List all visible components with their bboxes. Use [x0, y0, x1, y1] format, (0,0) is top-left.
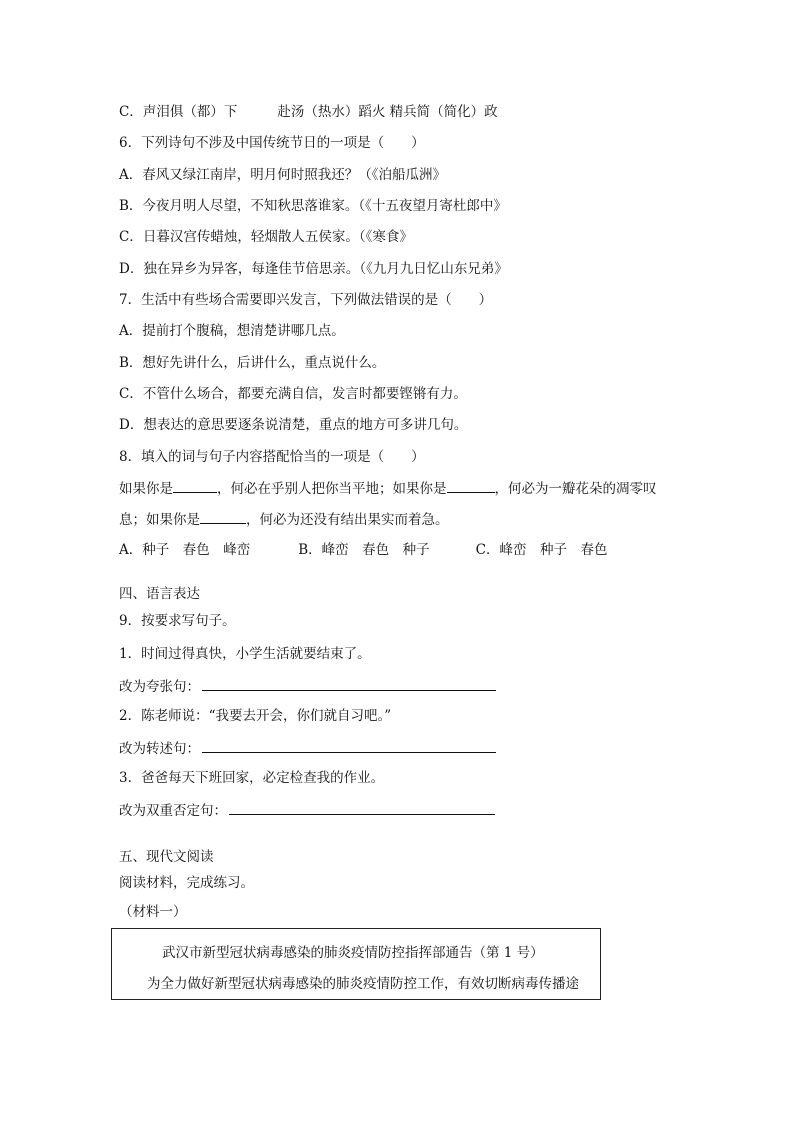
material-label: （材料一）	[119, 904, 187, 920]
q8-option-b: B．峰峦 春色 种子	[298, 542, 430, 558]
q9-item-3-answer: 改为双重否定句：	[119, 800, 495, 820]
answer-line-2[interactable]	[202, 738, 496, 753]
answer-line-1[interactable]	[202, 676, 496, 691]
fill-blank-3[interactable]	[200, 510, 246, 524]
notice-box	[111, 928, 601, 1000]
q8-options	[119, 541, 608, 559]
notice-body: 为全力做好新型冠状病毒感染的肺炎疫情防控工作，有效切断病毒传播途	[147, 976, 579, 992]
q7-stem: 7．生活中有些场合需要即兴发言，下列做法错误的是（ ）	[119, 292, 493, 308]
answer-line-3[interactable]	[229, 800, 495, 815]
q6-option-d: D．独在异乡为异客，每逢佳节倍思亲。（《九月九日忆山东兄弟》	[119, 261, 508, 277]
q5-option-c-part1: C．声泪俱（都）下	[119, 104, 238, 120]
q9-item-2-answer: 改为转述句：	[119, 738, 496, 758]
q8-stem: 8．填入的词与句子内容搭配恰当的一项是（ ）	[119, 449, 425, 465]
notice-title: 武汉市新型冠状病毒感染的肺炎疫情防控指挥部通告（第 1 号）	[162, 945, 544, 961]
q8-option-a: A．种子 春色 峰峦	[119, 542, 251, 558]
q8-sentence-line2: 息；如果你是 ，何必为还没有结出果实而着急。	[119, 512, 449, 528]
q8-sentence-line1: 如果你是 ，何必在乎别人把你当平地；如果你是 ，何必为一瓣花朵的凋零叹	[119, 481, 657, 497]
section-5-title: 五、现代文阅读	[119, 849, 214, 865]
q5-option-c	[119, 103, 498, 121]
q7-option-b: B．想好先讲什么，后讲什么，重点说什么。	[119, 355, 386, 371]
q7-option-c: C．不管什么场合，都要充满自信，发言时都要铿锵有力。	[119, 386, 467, 402]
fill-blank-2[interactable]	[447, 479, 495, 493]
q6-stem: 6．下列诗句不涉及中国传统节日的一项是（ ）	[119, 135, 425, 151]
q9-item-3-sentence: 3．爸爸每天下班回家，必定检查我的作业。	[119, 770, 385, 786]
q6-option-c: C．日暮汉宫传蜡烛，轻烟散人五侯家。（《寒食》	[119, 229, 413, 245]
q8-option-c: C．峰峦 种子 春色	[475, 542, 608, 558]
q7-option-d: D．想表达的意思要逐条说清楚，重点的地方可多讲几句。	[119, 417, 468, 433]
reading-instruction: 阅读材料，完成练习。	[119, 875, 254, 891]
q9-item-1-sentence: 1．时间过得真快，小学生活就要结束了。	[119, 646, 371, 662]
fill-blank-1[interactable]	[173, 479, 217, 493]
q9-item-2-sentence: 2．陈老师说：“我要去开会，你们就自习吧。”	[119, 708, 392, 724]
q6-option-b: B．今夜月明人尽望，不知秋思落谁家。（《十五夜望月寄杜郎中》	[119, 198, 507, 214]
q9-item-1-answer: 改为夸张句：	[119, 676, 496, 696]
q7-option-a: A．提前打个腹稿，想清楚讲哪几点。	[119, 323, 345, 339]
q6-option-a: A．春风又绿江南岸，明月何时照我还？（《泊船瓜洲》	[119, 167, 446, 183]
section-4-title: 四、语言表达	[119, 586, 200, 602]
q5-option-c-part2: 赴汤（热水）蹈火 精兵简（简化）政	[277, 104, 498, 120]
q9-stem: 9．按要求写句子。	[119, 613, 236, 629]
